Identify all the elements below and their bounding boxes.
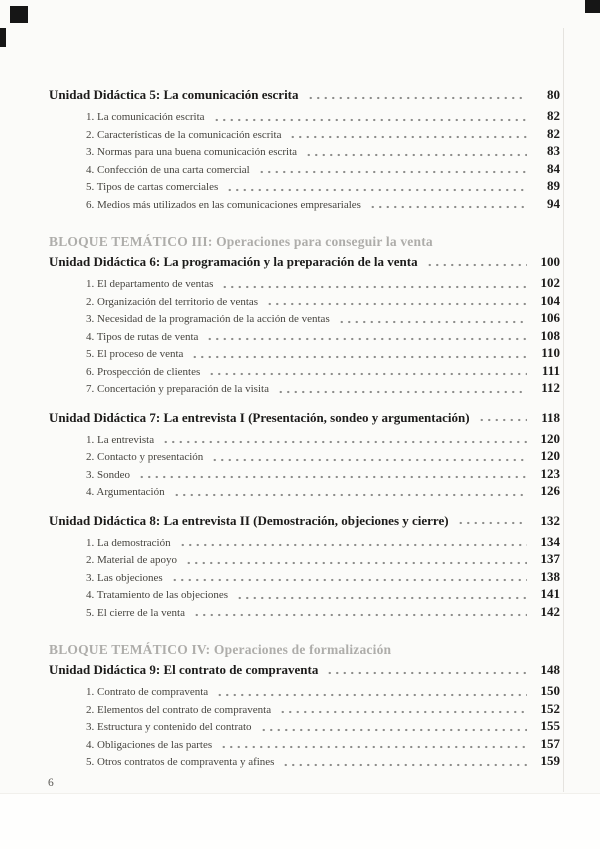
unit-heading: [49, 86, 560, 103]
unit-page-number: 80: [547, 87, 560, 102]
toc-entry: [49, 362, 560, 380]
dot-leader: [191, 355, 527, 359]
entry-title: 2. Contacto y presentación: [86, 451, 204, 463]
entry-title: 1. El departamento de ventas: [86, 278, 214, 290]
entry-page-number: 159: [540, 753, 560, 768]
entry-title: 3. Normas para una buena comunicación escrita: [86, 146, 298, 158]
toc-entry: [49, 550, 560, 568]
entry-page-number: 138: [540, 568, 560, 584]
entry-title: 1. La comunicación escrita: [86, 111, 205, 123]
toc-section: [49, 233, 560, 397]
block-heading: [49, 641, 560, 658]
toc-entry: [49, 274, 560, 292]
entry-title: 7. Concertación y preparación de la visita: [86, 383, 269, 395]
page-number: 6: [48, 777, 54, 789]
block-heading-label: BLOQUE TEMÁTICO IV: Operaciones de formalización: [49, 642, 392, 657]
unit-heading: [49, 409, 560, 426]
unit-page-number: 118: [541, 409, 560, 425]
unit-items: [49, 274, 560, 397]
unit-title: Unidad Didáctica 7: La entrevista I (Presentación, sondeo y argumentación): [49, 409, 470, 425]
dot-leader: [220, 745, 527, 749]
toc-entry: [49, 752, 560, 770]
entry-page-number: 137: [540, 551, 560, 566]
toc-entry: [49, 585, 560, 603]
entry-title: 4. Argumentación: [86, 486, 165, 498]
unit-heading: [49, 512, 560, 529]
unit-items: [49, 430, 560, 500]
toc-entry: [49, 533, 560, 551]
scan-page-bottom-edge: [0, 793, 600, 849]
entry-title: 5. El cierre de la venta: [86, 606, 185, 619]
entry-page-number: 108: [540, 327, 560, 343]
entry-page-number: 123: [540, 465, 560, 481]
toc-entry: [49, 160, 560, 178]
dot-leader: [226, 188, 527, 192]
dot-leader: [326, 671, 527, 675]
scan-artifact-top-right: [585, 0, 600, 13]
toc-entry: [49, 125, 560, 143]
entry-title: 6. Medios más utilizados en las comunicaciones empresariales: [86, 198, 361, 211]
toc-entry: [49, 735, 560, 753]
toc-entry: [49, 568, 560, 586]
dot-leader: [179, 543, 527, 547]
toc-entry: [49, 430, 560, 448]
toc-entry: [49, 327, 560, 345]
block-heading: [49, 233, 560, 250]
dot-leader: [216, 693, 527, 697]
entry-page-number: 155: [540, 718, 560, 733]
toc-entry: [49, 292, 560, 310]
entry-title: 6. Prospección de clientes: [86, 365, 201, 378]
toc-section: [49, 641, 560, 770]
unit-page-number: 132: [540, 512, 560, 528]
entry-page-number: 120: [540, 448, 560, 463]
toc-entry: [49, 482, 560, 500]
dot-leader: [279, 710, 527, 714]
dot-leader: [305, 153, 527, 157]
dot-leader: [260, 728, 527, 732]
scan-page-edge-line: [563, 28, 564, 792]
entry-page-number: 84: [547, 160, 560, 176]
entry-title: 2. Organización del territorio de ventas: [86, 295, 259, 308]
entry-page-number: 157: [540, 735, 560, 751]
unit-title: Unidad Didáctica 8: La entrevista II (Demostración, objeciones y cierre): [49, 512, 449, 528]
unit-items: [49, 533, 560, 621]
toc-entry: [49, 195, 560, 213]
entry-page-number: 104: [540, 292, 560, 308]
entry-title: 2. Elementos del contrato de compraventa: [86, 703, 272, 716]
entry-page-number: 152: [540, 700, 560, 716]
toc-entry: [49, 107, 560, 125]
toc-entry: [49, 379, 560, 397]
entry-title: 4. Tratamiento de las objeciones: [86, 589, 229, 601]
toc-entry: [49, 717, 560, 735]
entry-title: 4. Obligaciones de las partes: [86, 738, 213, 751]
entry-page-number: 141: [540, 586, 560, 601]
entry-page-number: 126: [540, 483, 560, 498]
entry-page-number: 111: [541, 362, 560, 378]
entry-title: 2. Características de la comunicación escrita: [86, 128, 282, 141]
toc-entry: [49, 465, 560, 483]
dot-leader: [211, 458, 527, 462]
dot-leader: [173, 493, 527, 497]
unit-heading: [49, 253, 560, 270]
entry-page-number: 89: [547, 178, 560, 193]
entry-title: 1. La demostración: [86, 536, 171, 549]
entry-title: 3. Sondeo: [86, 468, 130, 481]
toc-entry: [49, 603, 560, 621]
toc-section: [49, 86, 560, 212]
dot-leader: [289, 135, 527, 139]
dot-leader: [369, 205, 527, 209]
entry-page-number: 110: [541, 345, 560, 360]
entry-title: 3. Estructura y contenido del contrato: [86, 721, 252, 733]
dot-leader: [185, 561, 527, 565]
toc-entry: [49, 682, 560, 700]
dot-leader: [171, 578, 527, 582]
entry-title: 5. El proceso de venta: [86, 348, 184, 360]
toc-entry: [49, 700, 560, 718]
unit-page-number: 100: [540, 254, 560, 269]
unit-title: Unidad Didáctica 6: La programación y la preparación de la venta: [49, 254, 418, 269]
dot-leader: [307, 96, 527, 100]
entry-page-number: 112: [541, 380, 560, 395]
entry-page-number: 134: [540, 533, 560, 549]
entry-page-number: 106: [540, 310, 560, 325]
dot-leader: [162, 440, 527, 444]
toc-section: [49, 409, 560, 500]
unit-heading: [49, 661, 560, 678]
toc-entry: [49, 177, 560, 195]
entry-title: 2. Material de apoyo: [86, 554, 178, 566]
entry-title: 5. Otros contratos de compraventa y afines: [86, 756, 275, 768]
dot-leader: [258, 170, 527, 174]
dot-leader: [266, 302, 527, 306]
dot-leader: [208, 372, 527, 376]
dot-leader: [138, 475, 527, 479]
dot-leader: [236, 596, 527, 600]
dot-leader: [277, 390, 527, 394]
entry-page-number: 94: [547, 195, 560, 211]
entry-page-number: 150: [540, 683, 560, 698]
scan-artifact-top-left: [10, 6, 28, 23]
entry-title: 4. Tipos de rutas de venta: [86, 330, 199, 343]
entry-page-number: 142: [540, 603, 560, 619]
dot-leader: [206, 337, 527, 341]
unit-title: Unidad Didáctica 5: La comunicación escrita: [49, 87, 299, 102]
entry-title: 3. Necesidad de la programación de la acción de ventas: [86, 313, 330, 325]
toc-entry: [49, 344, 560, 362]
entry-page-number: 120: [540, 430, 560, 446]
entry-title: 3. Las objeciones: [86, 571, 163, 584]
table-of-contents: [49, 0, 560, 770]
entry-title: 4. Confección de una carta comercial: [86, 163, 250, 176]
unit-page-number: 148: [540, 662, 560, 677]
dot-leader: [221, 285, 527, 289]
dot-leader: [213, 118, 527, 122]
toc-section: [49, 512, 560, 621]
entry-page-number: 82: [547, 125, 560, 141]
toc-entry: [49, 142, 560, 160]
entry-title: 5. Tipos de cartas comerciales: [86, 181, 219, 193]
entry-page-number: 83: [547, 143, 560, 158]
entry-page-number: 102: [540, 275, 560, 290]
dot-leader: [457, 521, 527, 525]
dot-leader: [426, 263, 527, 267]
dot-leader: [193, 613, 527, 617]
unit-items: [49, 682, 560, 770]
dot-leader: [338, 320, 527, 324]
entry-title: 1. La entrevista: [86, 433, 155, 446]
toc-entry: [49, 447, 560, 465]
unit-items: [49, 107, 560, 212]
scan-artifact-left-edge: [0, 28, 6, 47]
toc-entry: [49, 309, 560, 327]
entry-page-number: 82: [547, 108, 560, 123]
entry-title: 1. Contrato de compraventa: [86, 686, 209, 698]
dot-leader: [282, 763, 527, 767]
unit-title: Unidad Didáctica 9: El contrato de compraventa: [49, 662, 319, 677]
dot-leader: [478, 418, 527, 422]
block-heading-label: BLOQUE TEMÁTICO III: Operaciones para conseguir la venta: [49, 234, 433, 249]
